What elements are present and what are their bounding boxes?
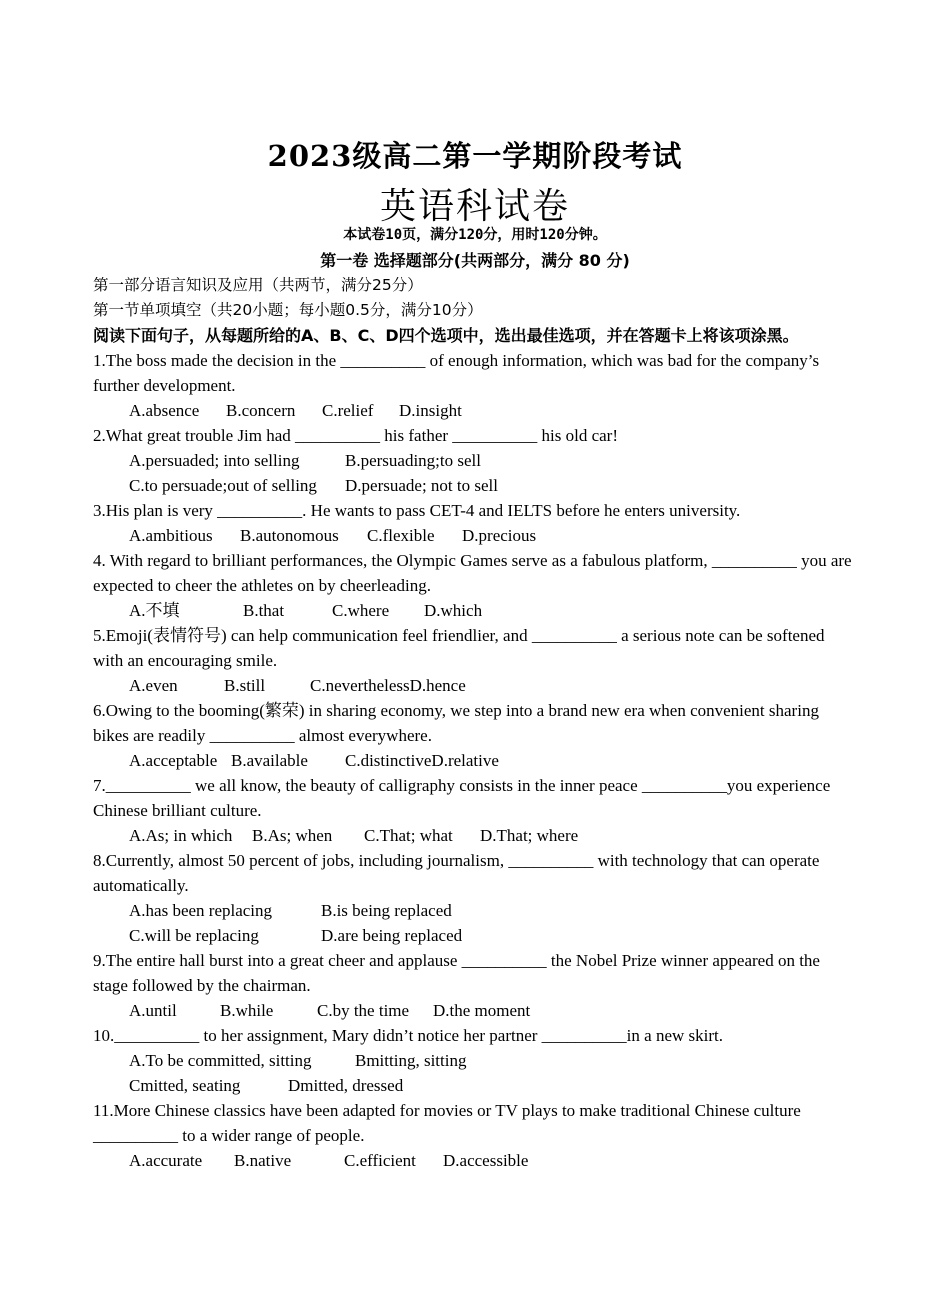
answer-option: B.still xyxy=(224,676,266,695)
answer-option: B.while xyxy=(220,1001,274,1020)
answer-option: B.native xyxy=(234,1151,292,1170)
option-row xyxy=(93,448,853,473)
answer-option: D.hence xyxy=(409,676,466,695)
answer-option: D.the moment xyxy=(433,1001,531,1020)
answer-option: C.to persuade;out of selling xyxy=(129,476,317,495)
section-title: 第一节单项填空（共20小题；每小题0.5分，满分10分） xyxy=(93,301,483,319)
answer-option: Bmitting, sitting xyxy=(355,1051,467,1070)
answer-option: D.insight xyxy=(399,401,462,420)
option-row xyxy=(93,748,853,773)
answer-option: D.accessible xyxy=(443,1151,529,1170)
answer-option: C.That; what xyxy=(364,826,453,845)
question-text: 8.Currently, almost 50 percent of jobs, including journalism, __________ with technology that can operate automatically. xyxy=(93,851,820,895)
question-text: 1.The boss made the decision in the __________ of enough information, which was bad for the company’s further development. xyxy=(93,351,820,395)
answer-option: D.persuade; not to sell xyxy=(345,476,498,495)
answer-option: B.concern xyxy=(226,401,296,420)
option-row xyxy=(93,823,853,848)
option-row xyxy=(93,1073,853,1098)
question-text: 10.__________ to her assignment, Mary didn’t notice her partner __________in a new skirt. xyxy=(93,1026,723,1045)
question-text: 2.What great trouble Jim had __________ his father __________ his old car! xyxy=(93,426,618,445)
question-list xyxy=(93,348,853,1173)
exam-title: 2023级高二第一学期阶段考试 xyxy=(267,139,683,173)
exam-note: 本试卷10页，满分120分，用时120分钟。 xyxy=(343,227,607,243)
answer-option: C.distinctive xyxy=(345,751,432,770)
question-text: 11.More Chinese classics have been adapted for movies or TV plays to make traditional Chinese culture __________ to a wider range of people. xyxy=(93,1101,801,1145)
answer-option: Dmitted, dressed xyxy=(288,1076,404,1095)
answer-option: A.until xyxy=(129,1001,177,1020)
question-text: 6.Owing to the booming(繁荣) in sharing economy, we step into a brand new era when convenient sharing bikes are readily __________ almost everywhere. xyxy=(93,701,819,745)
answer-option: Cmitted, seating xyxy=(129,1076,241,1095)
answer-option: D.That; where xyxy=(480,826,579,845)
answer-option: B.that xyxy=(243,601,285,620)
option-row xyxy=(93,1148,853,1173)
answer-option: C.where xyxy=(332,601,390,620)
answer-option: C.efficient xyxy=(344,1151,416,1170)
question-text: 3.His plan is very __________. He wants to pass CET-4 and IELTS before he enters university. xyxy=(93,501,741,520)
instruction-text: 阅读下面句子，从每题所给的A、B、C、D四个选项中，选出最佳选项，并在答题卡上将该项涂黑。 xyxy=(93,326,799,345)
question-text: 4. With regard to brilliant performances, the Olympic Games serve as a fabulous platform, __________ you are expected to cheer the athletes on by cheerleading. xyxy=(93,551,852,595)
option-row xyxy=(93,1048,853,1073)
answer-option: D.which xyxy=(424,601,483,620)
answer-option: B.As; when xyxy=(252,826,333,845)
answer-option: C.by the time xyxy=(317,1001,410,1020)
volume-title: 第一卷 选择题部分(共两部分，满分 80 分) xyxy=(320,251,630,270)
answer-option: B.autonomous xyxy=(240,526,339,545)
option-row xyxy=(93,598,853,623)
answer-option: B.available xyxy=(231,751,308,770)
answer-option: C.relief xyxy=(322,401,374,420)
answer-option: C.nevertheless xyxy=(310,676,410,695)
answer-option: A.ambitious xyxy=(129,526,213,545)
answer-option: A.To be committed, sitting xyxy=(129,1051,312,1070)
answer-option: D.precious xyxy=(462,526,537,545)
answer-option: B.persuading;to sell xyxy=(345,451,481,470)
option-row xyxy=(93,998,853,1023)
exam-content xyxy=(93,273,853,1173)
answer-option: C.flexible xyxy=(367,526,435,545)
question-text: 9.The entire hall burst into a great cheer and applause __________ the Nobel Prize winner appeared on the stage followed by the chairman. xyxy=(93,951,820,995)
question-text: 5.Emoji(表情符号) can help communication feel friendlier, and __________ a serious note can be softened with an encouraging smile. xyxy=(93,626,825,670)
answer-option: A.even xyxy=(129,676,178,695)
answer-option: A.persuaded; into selling xyxy=(129,451,300,470)
answer-option: A.As; in which xyxy=(129,826,233,845)
part-title: 第一部分语言知识及应用（共两节，满分25分） xyxy=(93,276,423,294)
answer-option: A.has been replacing xyxy=(129,901,273,920)
option-row xyxy=(93,898,853,923)
answer-option: A.absence xyxy=(129,401,200,420)
question-text: 7.__________ we all know, the beauty of calligraphy consists in the inner peace __________you experience Chinese brilliant culture. xyxy=(93,776,831,820)
answer-option: A.accurate xyxy=(129,1151,203,1170)
answer-option: A.不填 xyxy=(129,601,180,620)
answer-option: D.are being replaced xyxy=(321,926,463,945)
option-row xyxy=(93,398,853,423)
option-row xyxy=(93,923,853,948)
answer-option: A.acceptable xyxy=(129,751,218,770)
answer-option: C.will be replacing xyxy=(129,926,259,945)
option-row xyxy=(93,473,853,498)
option-row xyxy=(93,673,853,698)
answer-option: B.is being replaced xyxy=(321,901,452,920)
answer-option: D.relative xyxy=(431,751,499,770)
option-row xyxy=(93,523,853,548)
subject-title: 英语科试卷 xyxy=(379,186,570,227)
